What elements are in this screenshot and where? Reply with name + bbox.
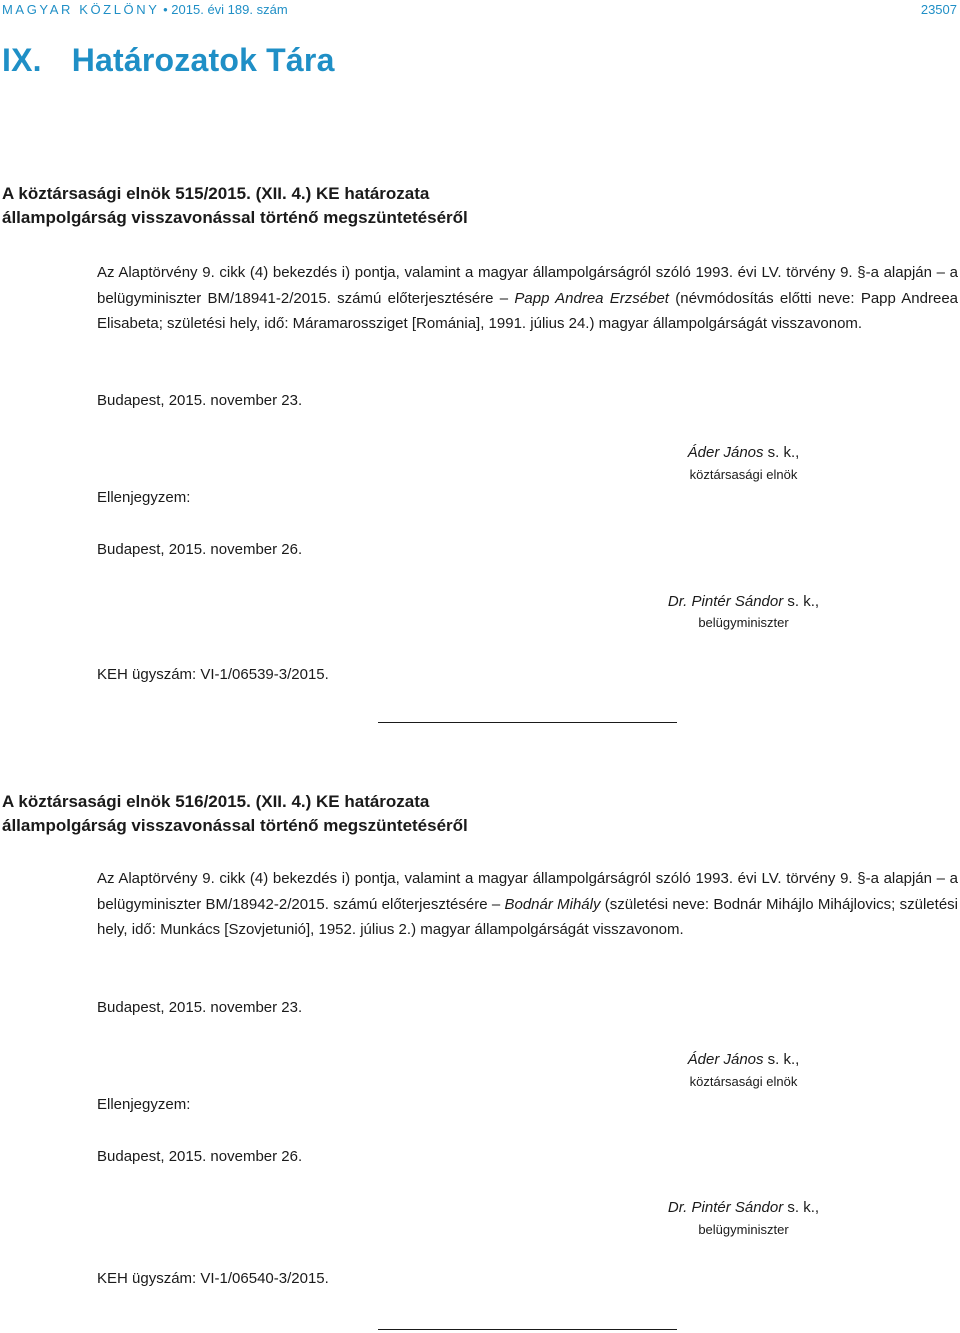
resolution-title-line2: állampolgárság visszavonással történő megszüntetéséről bbox=[2, 208, 468, 227]
separator-rule bbox=[378, 722, 677, 723]
countersigner-role: belügyminiszter bbox=[698, 1222, 789, 1237]
place-date: Budapest, 2015. november 23. bbox=[97, 999, 303, 1016]
body-text-after: (születési neve: Bodnár Mihájlo Mihájlovics; születési hely, idő: Munkács [Szovjetunió], 1952. július 2.) magyar állampolgárságát visszavonom. bbox=[97, 895, 958, 939]
running-header-left bbox=[2, 2, 288, 17]
countersigner-name-text: Dr. Pintér Sándor bbox=[667, 1199, 784, 1216]
resolution-title-line1: A köztársasági elnök 516/2015. (XII. 4.) KE határozata bbox=[2, 792, 430, 811]
signer-name-text: Áder János bbox=[687, 444, 764, 461]
case-number: KEH ügyszám: VI-1/06540-3/2015. bbox=[97, 1270, 329, 1287]
countersign-date: Budapest, 2015. november 26. bbox=[97, 1148, 303, 1165]
page-number: 23507 bbox=[920, 2, 957, 17]
issue-info: • 2015. évi 189. szám bbox=[163, 2, 288, 17]
body-text-before: Az Alaptörvény 9. cikk (4) bekezdés i) pontja, valamint a magyar állampolgárságról szóló 1993. évi LV. törvény 9. §-a alapján – a belügyminiszter BM/18942-2/2015. számú előterjesztésére – bbox=[97, 870, 958, 913]
section-number: IX. bbox=[2, 42, 42, 78]
signer-name bbox=[600, 1050, 887, 1070]
countersigner-suffix: s. k., bbox=[783, 593, 820, 610]
resolution-title-line2: állampolgárság visszavonással történő megszüntetéséről bbox=[2, 816, 468, 835]
signer-suffix: s. k., bbox=[763, 444, 800, 461]
resolution-title-line1: A köztársasági elnök 515/2015. (XII. 4.) KE határozata bbox=[2, 184, 430, 203]
countersigner-suffix: s. k., bbox=[783, 1199, 820, 1216]
signer-name bbox=[600, 443, 887, 463]
section-heading bbox=[2, 42, 335, 79]
separator-rule bbox=[378, 1329, 677, 1330]
signer-suffix: s. k., bbox=[763, 1051, 800, 1068]
countersign-label: Ellenjegyzem: bbox=[97, 489, 191, 506]
countersigner-name-text: Dr. Pintér Sándor bbox=[667, 593, 784, 610]
body-text-before: Az Alaptörvény 9. cikk (4) bekezdés i) pontja, valamint a magyar állampolgárságról szóló 1993. évi LV. törvény 9. §-a alapján – a belügyminiszter BM/18941-2/2015. számú előterjesztésére – bbox=[97, 264, 958, 307]
case-number: KEH ügyszám: VI-1/06539-3/2015. bbox=[97, 666, 329, 683]
body-text-after: (névmódosítás előtti neve: Papp Andreea Elisabeta; születési hely, idő: Máramarossziget [Románia], 1991. július 24.) magyar állampolgárságát visszavonom. bbox=[97, 289, 959, 333]
section-title: Határozatok Tára bbox=[71, 42, 335, 78]
countersigner-name bbox=[600, 592, 887, 612]
person-name: Papp Andrea Erzsébet bbox=[514, 289, 669, 307]
place-date: Budapest, 2015. november 23. bbox=[97, 392, 303, 409]
countersigner-name bbox=[600, 1198, 887, 1218]
resolution-title bbox=[2, 182, 468, 230]
resolution-body bbox=[97, 260, 958, 337]
resolution-body bbox=[97, 866, 958, 943]
signer-role: köztársasági elnök bbox=[689, 1074, 798, 1089]
countersign-date: Budapest, 2015. november 26. bbox=[97, 541, 303, 558]
countersigner-role: belügyminiszter bbox=[698, 615, 789, 630]
signer-name-text: Áder János bbox=[687, 1051, 764, 1068]
running-header bbox=[0, 2, 960, 20]
publication-name: MAGYAR KÖZLÖNY bbox=[2, 2, 160, 17]
countersign-label: Ellenjegyzem: bbox=[97, 1096, 191, 1113]
resolution-title bbox=[2, 790, 468, 838]
person-name: Bodnár Mihály bbox=[504, 895, 601, 913]
signer-role: köztársasági elnök bbox=[689, 467, 798, 482]
